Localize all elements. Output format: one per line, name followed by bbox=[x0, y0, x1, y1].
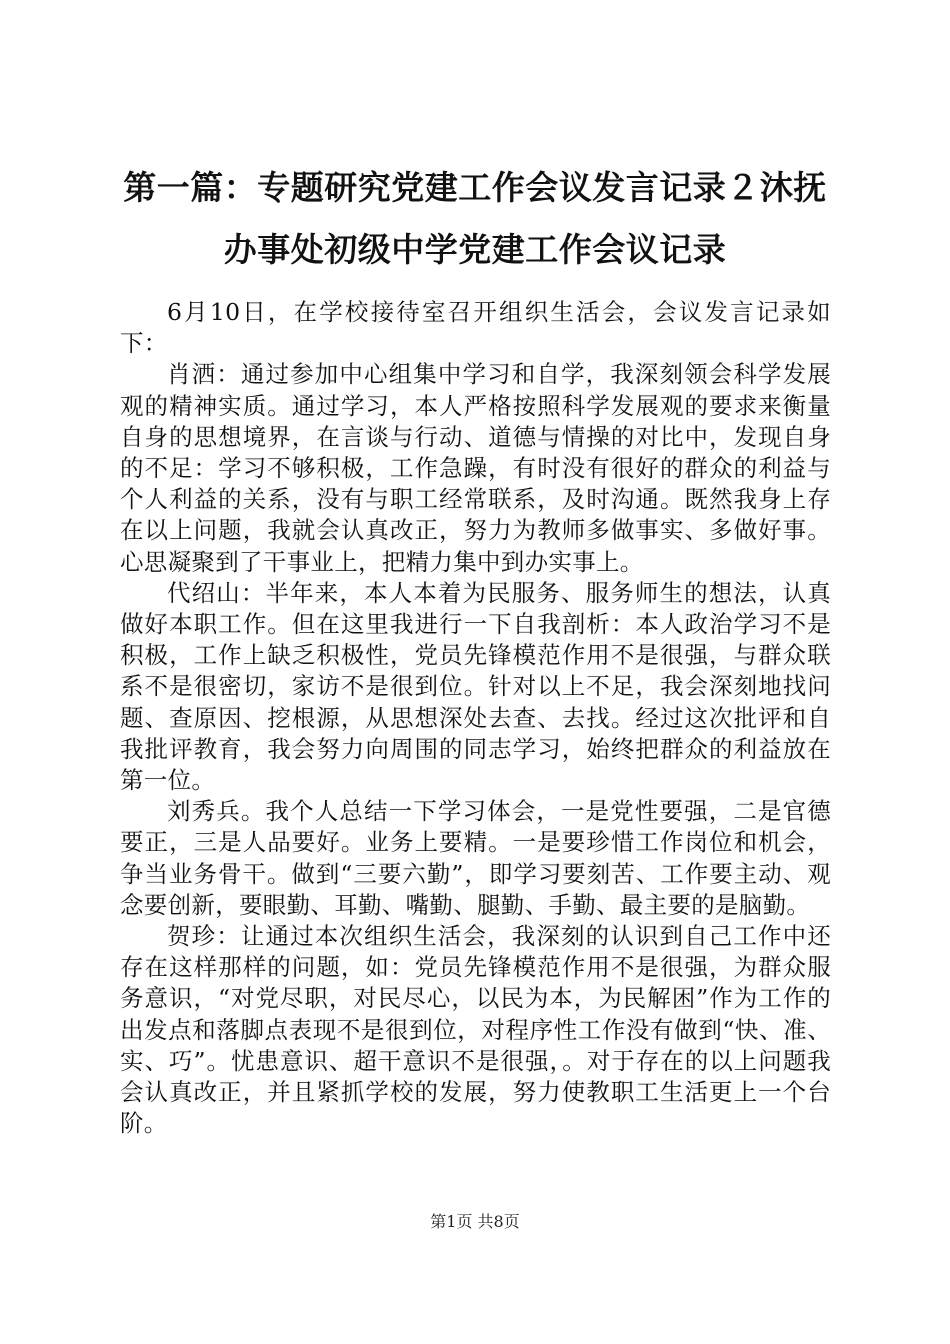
paragraph-xiao-sa: 肖洒：通过参加中心组集中学习和自学，我深刻领会科学发展观的精神实质。通过学习，本人严格按照科学发展观的要求来衡量自身的思想境界，在言谈与行动、道德与情操的对比中，发现自身的不足：学习不够积极，工作急躁，有时没有很好的群众的利益与个人利益的关系，没有与职工经常联系，及时沟通。既然我身上存在以上问题，我就会认真改正，努力为教师多做事实、多做好事。心思凝聚到了干事业上，把精力集中到办实事上。 bbox=[120, 360, 831, 576]
paragraph-meeting-intro: 6月10日，在学校接待室召开组织生活会，会议发言记录如下： bbox=[120, 298, 831, 358]
document-title: 第一篇：专题研究党建工作会议发言记录２沐抚办事处初级中学党建工作会议记录 bbox=[123, 168, 827, 269]
paragraph-dai-shaoshan: 代绍山：半年来，本人本着为民服务、服务师生的想法，认真做好本职工作。但在这里我进行一下自我剖析：本人政治学习不是积极，工作上缺乏积极性，党员先锋模范作用不是很强，与群众联系不是很密切，家访不是很到位。针对以上不足，我会深刻地找问题、查原因、挖根源，从思想深处去查、去找。经过这次批评和自我批评教育，我会努力向周围的同志学习，始终把群众的利益放在第一位。 bbox=[120, 578, 831, 795]
paragraph-liu-xiubing: 刘秀兵。我个人总结一下学习体会，一是党性要强，二是官德要正，三是人品要好。业务上要精。一是要珍惜工作岗位和机会，争当业务骨干。做到“三要六勤”，即学习要刻苦、工作要主动、观念要创新，要眼勤、耳勤、嘴勤、腿勤、手勤、最主要的是脑勤。 bbox=[120, 797, 831, 919]
document-body bbox=[120, 297, 831, 1139]
page-number-footer: 第1页 共8页 bbox=[430, 1212, 520, 1231]
paragraph-he-zhen: 贺珍：让通过本次组织生活会，我深刻的认识到自己工作中还存在这样那样的问题，如：党员先锋模范作用不是很强，为群众服务意识，“对党尽职，对民尽心，以民为本，为民解困”作为工作的出发点和落脚点表现不是很到位，对程序性工作没有做到“快、准、实、巧”。忧患意识、超干意识不是很强，。对于存在的以上问题我会认真改正，并且紧抓学校的发展，努力使教职工生活更上一个台阶。 bbox=[120, 922, 831, 1138]
